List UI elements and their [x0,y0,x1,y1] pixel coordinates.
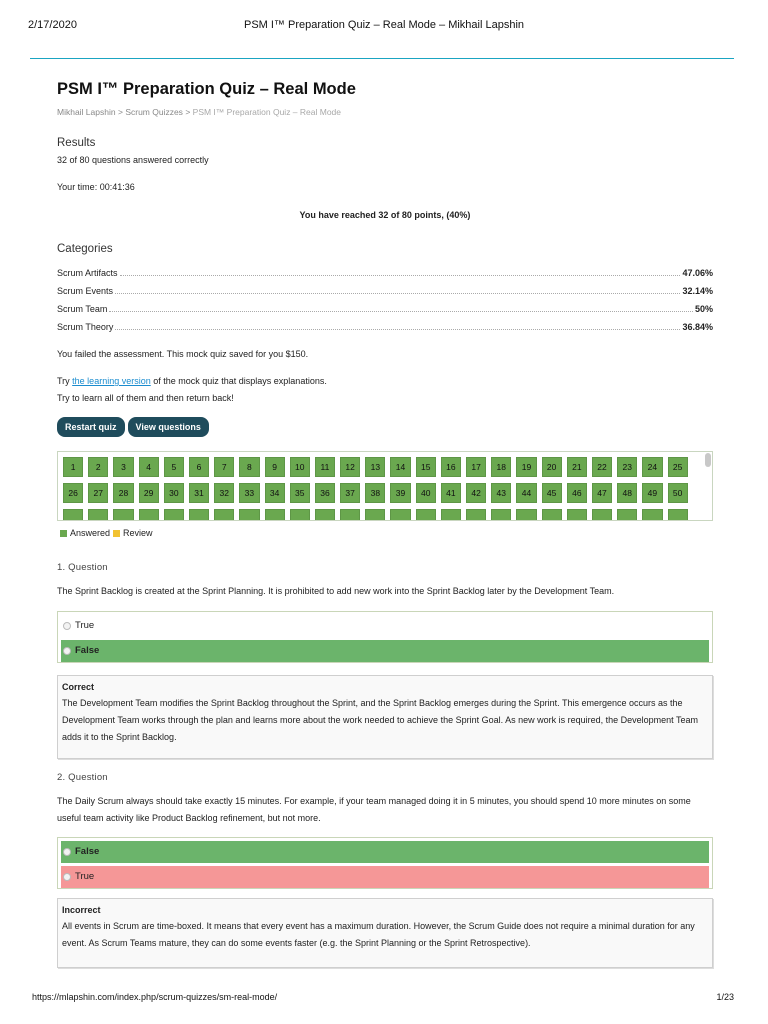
answer-label: True [75,871,95,882]
header-divider [30,58,734,59]
question-number-cell[interactable] [265,509,285,521]
question-number-cell[interactable] [164,509,184,521]
learn-message: Try to learn all of them and then return back! [57,393,234,403]
question-number-cell[interactable] [516,509,536,521]
question-number-cell[interactable]: 26 [63,483,83,503]
question-grid [63,457,695,521]
restart-quiz-button[interactable]: Restart quiz [57,417,125,437]
question-number-cell[interactable] [365,509,385,521]
radio-icon [63,622,71,630]
question-number-cell[interactable]: 14 [390,457,410,477]
view-questions-button[interactable]: View questions [128,417,209,437]
answer-label: False [75,645,100,656]
question-number-cell[interactable]: 20 [542,457,562,477]
question-heading: 1. Question [57,562,108,573]
print-page-number: 1/23 [716,992,734,1002]
answer-list [57,611,713,663]
question-grid-row [63,457,695,477]
question-number-cell[interactable]: 9 [265,457,285,477]
category-score: 32.14% [682,286,713,296]
breadcrumb-section[interactable]: Scrum Quizzes [125,107,183,117]
question-number-cell[interactable]: 24 [642,457,662,477]
question-number-cell[interactable]: 41 [441,483,461,503]
try-message [57,376,327,386]
question-number-cell[interactable]: 40 [416,483,436,503]
question-number-cell[interactable]: 7 [214,457,234,477]
question-number-cell[interactable] [542,509,562,521]
question-number-cell[interactable]: 30 [164,483,184,503]
question-number-cell[interactable] [63,509,83,521]
question-number-cell[interactable]: 19 [516,457,536,477]
breadcrumb-home[interactable]: Mikhail Lapshin [57,107,116,117]
radio-icon [63,647,71,655]
points-summary: You have reached 32 of 80 points, (40%) [299,210,471,220]
question-number-cell[interactable]: 27 [88,483,108,503]
question-number-cell[interactable] [592,509,612,521]
question-heading: 2. Question [57,772,108,783]
question-number-cell[interactable]: 47 [592,483,612,503]
question-number-cell[interactable]: 38 [365,483,385,503]
question-number-cell[interactable] [88,509,108,521]
category-leader [109,305,693,312]
category-name: Scrum Team [57,304,108,314]
question-number-cell[interactable]: 11 [315,457,335,477]
question-number-cell[interactable]: 33 [239,483,259,503]
answer-label: False [75,846,100,857]
print-date: 2/17/2020 [28,19,77,31]
question-number-cell[interactable] [441,509,461,521]
question-number-cell[interactable] [491,509,511,521]
question-number-cell[interactable] [315,509,335,521]
question-grid-row [63,509,695,521]
question-number-cell[interactable]: 39 [390,483,410,503]
question-number-cell[interactable]: 2 [88,457,108,477]
question-number-cell[interactable] [642,509,662,521]
question-number-cell[interactable] [189,509,209,521]
question-number-cell[interactable] [668,509,688,521]
radio-icon [63,848,71,856]
learning-version-link[interactable]: the learning version [72,376,151,386]
question-number-cell[interactable]: 18 [491,457,511,477]
question-grid-row [63,483,695,503]
question-number-cell[interactable] [390,509,410,521]
breadcrumb [57,107,341,117]
question-text: The Sprint Backlog is created at the Sprint Planning. It is prohibited to add new work into the Sprint Backlog later by the Development Team. [57,586,615,596]
answered-swatch [60,530,67,537]
question-navigator[interactable] [57,451,713,521]
question-number-cell[interactable]: 16 [441,457,461,477]
question-number-cell[interactable]: 46 [567,483,587,503]
answer-feedback [57,675,713,759]
category-leader [120,269,681,276]
feedback-text: The Development Team modifies the Sprint Backlog throughout the Sprint, and the Sprint Backlog emerges during the Sprint. This emergence occurs as the Development Team works through the plan and learns more about the work needed to achieve the Sprint Goal. As new work is required, the Development Team adds it to the Sprint Backlog. [62,698,699,742]
category-row [57,268,713,286]
question-number-cell[interactable] [290,509,310,521]
question-number-cell[interactable] [617,509,637,521]
question-number-cell[interactable]: 45 [542,483,562,503]
question-number-cell[interactable]: 15 [416,457,436,477]
radio-icon [63,873,71,881]
question-number-cell[interactable]: 36 [315,483,335,503]
question-number-cell[interactable] [139,509,159,521]
print-url: https://mlapshin.com/index.php/scrum-quizzes/sm-real-mode/ [32,992,278,1002]
question-number-cell[interactable]: 31 [189,483,209,503]
question-number-cell[interactable]: 10 [290,457,310,477]
try-suffix: of the mock quiz that displays explanations. [150,376,327,386]
try-prefix: Try [57,376,73,386]
question-number-cell[interactable]: 44 [516,483,536,503]
question-number-cell[interactable]: 12 [340,457,360,477]
category-row [57,304,713,322]
question-number-cell[interactable]: 25 [668,457,688,477]
page-title: PSM I™ Preparation Quiz – Real Mode [57,80,356,98]
question-number-cell[interactable]: 34 [265,483,285,503]
question-number-cell[interactable] [113,509,133,521]
question-number-cell[interactable] [340,509,360,521]
feedback-text: All events in Scrum are time-boxed. It means that every event has a maximum duration. However, the Scrum Guide does not require a minimal duration for any event. As Scrum Teams mature, they can do some events faster (e.g. the Sprint Planning or the Sprint Retrospective). [62,921,695,948]
question-number-cell[interactable]: 29 [139,483,159,503]
question-number-cell[interactable]: 35 [290,483,310,503]
breadcrumb-separator: > [117,107,123,117]
question-number-cell[interactable]: 28 [113,483,133,503]
category-name: Scrum Events [57,286,114,296]
question-number-cell[interactable]: 13 [365,457,385,477]
question-number-cell[interactable] [214,509,234,521]
answer-option[interactable] [61,615,709,637]
breadcrumb-separator: > [185,107,191,117]
question-number-cell[interactable] [416,509,436,521]
category-row [57,286,713,304]
question-number-cell[interactable]: 50 [668,483,688,503]
question-number-cell[interactable]: 43 [491,483,511,503]
question-number-cell[interactable]: 5 [164,457,184,477]
question-number-cell[interactable]: 22 [592,457,612,477]
review-swatch [113,530,120,537]
question-number-cell[interactable]: 3 [113,457,133,477]
question-number-cell[interactable]: 42 [466,483,486,503]
grid-legend [60,528,153,538]
question-number-cell[interactable]: 17 [466,457,486,477]
answer-label: True [75,620,95,631]
category-name: Scrum Theory [57,322,114,332]
breadcrumb-current: PSM I™ Preparation Quiz – Real Mode [192,107,341,117]
category-score: 47.06% [682,268,713,278]
question-number-cell[interactable] [466,509,486,521]
answer-feedback [57,898,713,968]
category-score: 50% [694,304,713,314]
question-number-cell[interactable] [239,509,259,521]
answer-list [57,837,713,889]
question-number-cell[interactable] [567,509,587,521]
quiz-time: Your time: 00:41:36 [57,182,135,192]
category-name: Scrum Artifacts [57,268,118,278]
results-heading: Results [57,137,96,149]
categories-heading: Categories [57,243,113,255]
question-number-cell[interactable]: 49 [642,483,662,503]
answer-option[interactable] [61,640,709,662]
question-number-cell[interactable]: 21 [567,457,587,477]
fail-message: You failed the assessment. This mock quiz saved for you $150. [57,349,309,359]
category-score: 36.84% [682,322,713,332]
question-number-cell[interactable]: 37 [340,483,360,503]
legend-answered: Answered [70,528,111,538]
answered-count: 32 of 80 questions answered correctly [57,155,209,165]
navigator-scrollbar[interactable] [705,453,711,467]
categories-list [57,268,713,340]
question-number-cell[interactable]: 4 [139,457,159,477]
action-buttons [57,417,209,437]
answer-option[interactable] [61,841,709,863]
category-leader [115,323,680,330]
question-number-cell[interactable]: 32 [214,483,234,503]
feedback-title: Incorrect [62,905,101,915]
question-number-cell[interactable]: 8 [239,457,259,477]
question-number-cell[interactable]: 23 [617,457,637,477]
category-row [57,322,713,340]
answer-option[interactable] [61,866,709,888]
category-leader [115,287,680,294]
question-number-cell[interactable]: 48 [617,483,637,503]
question-number-cell[interactable]: 1 [63,457,83,477]
question-number-cell[interactable]: 6 [189,457,209,477]
question-text: The Daily Scrum always should take exactly 15 minutes. For example, if your team managed doing it in 5 minutes, you should spend 10 more minutes on some useful team activity like Product Backlog refinement, but not more. [57,796,691,823]
legend-review: Review [123,528,153,538]
feedback-title: Correct [62,682,95,692]
print-title: PSM I™ Preparation Quiz – Real Mode – Mikhail Lapshin [243,19,525,31]
